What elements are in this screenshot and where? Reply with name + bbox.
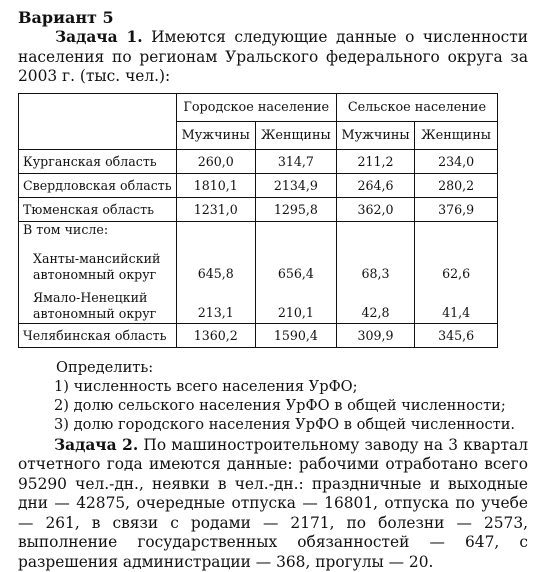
table-cell: 280,2 — [415, 173, 498, 197]
table-cell: 1810,1 — [176, 173, 255, 197]
table-cell: 656,4 — [255, 245, 336, 284]
table-cell: 376,9 — [415, 197, 498, 221]
task2-text: По машиностроительному заводу на 3 квартал отчетного года имеются данные: рабочими отработано всего 95290 чел.-дн., неявки в чел.-дн.: праздничные и выходные дни — 42875, очередные отпуска — 16801, отпуска по учебе — 261, в связи с родами — 2171, по болезни — 2573, выполнение государственных обязанностей — 647, с разрешения администрации — 368, прогулы — 20. — [18, 435, 528, 571]
table-cell — [415, 221, 498, 245]
task1-paragraph — [18, 28, 528, 87]
table-cell: 1295,8 — [255, 197, 336, 221]
table-row — [19, 323, 498, 347]
table-cell: 645,8 — [176, 245, 255, 284]
urban-men-header: Мужчины — [176, 121, 255, 149]
rural-men-header: Мужчины — [336, 121, 414, 149]
table-cell: 2134,9 — [255, 173, 336, 197]
table-cell: 210,1 — [255, 284, 336, 324]
list-item: 3) долю городского населения УрФО в общей численности. — [54, 416, 516, 434]
region-label: Челябинская область — [19, 323, 177, 347]
document-page — [18, 8, 528, 572]
region-label: Свердловская область — [19, 173, 177, 197]
including-row — [19, 221, 498, 245]
table-cell: 314,7 — [255, 149, 336, 173]
table-cell: 362,0 — [336, 197, 414, 221]
subregion-label-line2: автономный округ — [33, 305, 157, 321]
task2-paragraph — [18, 436, 528, 572]
table-cell: 1590,4 — [255, 323, 336, 347]
urban-population-header: Городское население — [176, 93, 336, 121]
subregion-label — [19, 245, 177, 284]
corner-cell — [19, 93, 177, 149]
table-cell: 264,6 — [336, 173, 414, 197]
table-cell: 68,3 — [336, 245, 414, 284]
including-label: В том числе: — [19, 221, 177, 245]
region-label: Тюменская область — [19, 197, 177, 221]
region-label: Курганская область — [19, 149, 177, 173]
subregion-label-line2: автономный округ — [33, 266, 157, 282]
table-row — [19, 284, 498, 324]
table-cell: 41,4 — [415, 284, 498, 324]
list-item: 1) численность всего населения УрФО; — [54, 377, 358, 395]
variant-title: Вариант 5 — [18, 8, 114, 27]
determine-intro: Определить: — [56, 358, 154, 376]
table-row — [19, 173, 498, 197]
subregion-label-line1: Ханты-мансийский — [33, 250, 161, 266]
table-cell — [336, 221, 414, 245]
task1-label: Задача 1. — [55, 28, 143, 46]
table-cell: 345,6 — [415, 323, 498, 347]
task1-text: Имеются следующие данные о численности населения по регионам Уральского федерального округа за 2003 г. (тыс. чел.): — [18, 28, 528, 85]
task2-label: Задача 2. — [54, 435, 139, 454]
subregion-label-line1: Ямало-Ненецкий — [33, 289, 148, 305]
table-row — [19, 197, 498, 221]
table-row — [19, 149, 498, 173]
table-cell — [176, 221, 255, 245]
table-row — [19, 245, 498, 284]
table-cell: 260,0 — [176, 149, 255, 173]
table-cell — [255, 221, 336, 245]
table-header-row — [19, 93, 498, 121]
table-cell: 62,6 — [415, 245, 498, 284]
table-cell: 213,1 — [176, 284, 255, 324]
urban-women-header: Женщины — [255, 121, 336, 149]
determine-list — [18, 358, 528, 435]
table-cell: 42,8 — [336, 284, 414, 324]
table-cell: 234,0 — [415, 149, 498, 173]
table-cell: 1360,2 — [176, 323, 255, 347]
population-table — [18, 93, 498, 348]
table-cell: 211,2 — [336, 149, 414, 173]
rural-women-header: Женщины — [415, 121, 498, 149]
subregion-label — [19, 284, 177, 324]
table-cell: 309,9 — [336, 323, 414, 347]
list-item: 2) долю сельского населения УрФО в общей численности; — [54, 397, 506, 415]
table-cell: 1231,0 — [176, 197, 255, 221]
rural-population-header: Сельское население — [336, 93, 497, 121]
